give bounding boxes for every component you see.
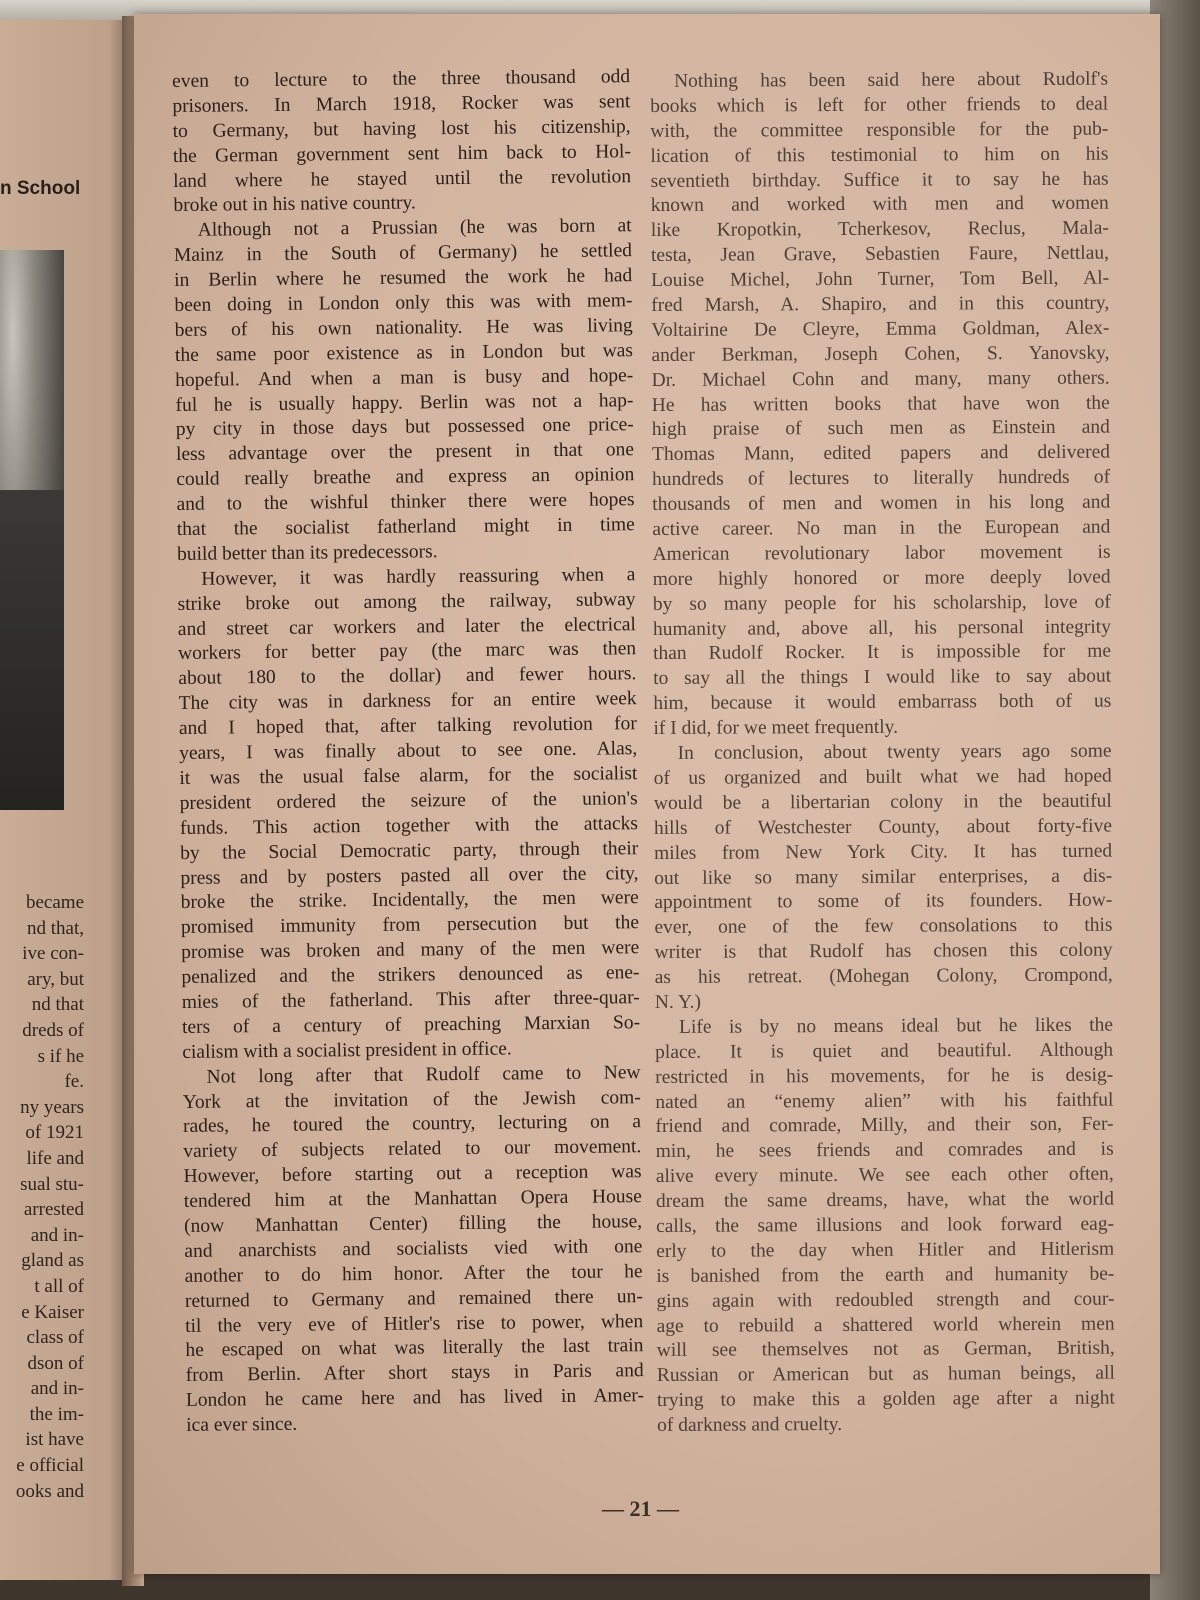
text-line: Thomas Mann, edited papers and delivered (651, 441, 1111, 466)
text-line: cialism with a socialist president in office. (182, 1038, 512, 1063)
text-line: penalized and the strikers denounced as ene- (181, 962, 640, 989)
text-line: age to rebuild a shattered world wherein men (656, 1313, 1115, 1337)
text-line: and to the wishful thinker there were hopes (176, 489, 635, 516)
text-line: of us organized and built what we had hoped (653, 765, 1112, 789)
text-line: ters of a century of preaching Marxian So- (181, 1011, 641, 1038)
photo-shadow (0, 490, 64, 810)
text-line: hundreds of lectures to literally hundreds of (652, 466, 1111, 491)
text-line: if I did, for we meet frequently. (653, 716, 899, 740)
text-line: workers for better pay (the marc was then (178, 638, 637, 665)
text-line: by the Social Democratic party, through their (180, 837, 639, 864)
text-line: testa, Jean Grave, Sebastien Faure, Nettlau, (650, 242, 1110, 267)
text-line: prisoners. In March 1918, Rocker was sent (172, 91, 631, 117)
text-line: thousands of men and women in his long and (652, 491, 1111, 516)
fragment-line: dson of (27, 1352, 84, 1374)
text-line: Louise Michel, John Turner, Tom Bell, Al- (651, 267, 1110, 292)
text-line: dream the same dreams, have, what the world (655, 1188, 1114, 1213)
fragment-line: nd that, (27, 917, 84, 939)
text-line: another to do him honor. After the tour he (184, 1260, 643, 1287)
text-line: broke out in his native country. (173, 192, 416, 217)
text-line: til the very eve of Hitler's rise to power, when (185, 1310, 644, 1337)
text-line: ever, one of the few consolations to this (654, 914, 1113, 939)
text-line: known and worked with men and women (650, 193, 1109, 217)
text-line: place. It is quiet and beautiful. Although (655, 1039, 1114, 1063)
article-column-left (172, 65, 644, 1439)
text-line: been doing in London only this was with mem- (174, 290, 633, 317)
fragment-line: s if he (37, 1045, 84, 1067)
text-line: land where he stayed until the revolution (173, 165, 632, 192)
fragment-line: sual stu- (20, 1173, 84, 1195)
text-line: Russian or American but as human beings, all (656, 1362, 1115, 1387)
text-line: ander Berkman, Joseph Cohen, S. Yanovsky, (651, 342, 1110, 366)
text-line: ful he is usually happy. Berlin was not a hap- (175, 389, 634, 416)
fragment-line: of 1921 (25, 1122, 84, 1144)
text-line: and street car workers and later the electrical (177, 613, 636, 640)
text-line: build better than its predecessors. (176, 541, 438, 565)
text-line: writer is that Rudolf has chosen this colony (654, 939, 1113, 964)
text-line: to say all the things I would like to say about (653, 665, 1112, 690)
fragment-line: ny years (20, 1096, 84, 1118)
text-line: trying to make this a golden age after a night (656, 1387, 1116, 1412)
text-line: nated an “enemy alien” with his faithful (655, 1089, 1114, 1113)
text-line: rades, he toured the country, lecturing on a (182, 1111, 642, 1138)
text-line: promise was broken and many of the men were (181, 937, 640, 964)
text-line: broke the strike. Incidentally, the men were (180, 887, 639, 914)
fragment-line: dreds of (22, 1019, 84, 1041)
text-line: hills of Westchester County, about forty-five (653, 815, 1113, 839)
portrait-photo-fragment (0, 250, 64, 810)
text-line: variety of subjects related to our movement. (183, 1136, 642, 1163)
fragment-line: and in- (30, 1224, 84, 1246)
text-line: with, the committee responsible for the pub- (650, 118, 1109, 142)
text-line: from Berlin. After short stays in Paris and (185, 1360, 644, 1387)
text-line: York at the invitation of the Jewish com- (182, 1086, 641, 1113)
text-line: he escaped on what was literally the last train (185, 1335, 644, 1362)
text-line: in Berlin where he resumed the work he had (174, 265, 633, 292)
text-line: even to lecture to the three thousand odd (172, 66, 631, 92)
fragment-line: ary, but (27, 968, 84, 990)
text-line: seventieth birthday. Suffice it to say he has (650, 168, 1109, 192)
text-line: min, he sees friends and comrades and is (655, 1138, 1114, 1163)
text-line: (now Manhattan Center) filling the house, (184, 1211, 643, 1237)
text-line: Voltairine De Cleyre, Emma Goldman, Alex- (651, 317, 1110, 341)
text-line: strike broke out among the railway, subway (177, 588, 636, 615)
fragment-line: ive con- (22, 943, 84, 965)
text-line: of darkness and cruelty. (657, 1414, 843, 1437)
text-line: less advantage over the present in that one (175, 439, 635, 466)
fragment-line: and in- (30, 1378, 84, 1400)
fragment-line: e Kaiser (21, 1301, 84, 1323)
fragment-line: t all of (34, 1275, 84, 1297)
text-line: and I hoped that, after talking revolution for (178, 713, 637, 740)
text-line: as his retreat. (Mohegan Colony, Crompond, (654, 964, 1113, 989)
text-line: is banished from the earth and humanity be- (656, 1263, 1115, 1287)
text-line: gins again with redoubled strength and cour- (656, 1288, 1115, 1312)
text-line: returned to Germany and remained there un- (184, 1285, 643, 1312)
fragment-line: class of (26, 1327, 84, 1349)
text-line: humanity and, above all, his personal integrity (652, 616, 1111, 640)
text-line: friend and comrade, Milly, and their son, Fer- (655, 1113, 1114, 1138)
text-line: Not long after that Rudolf came to New (206, 1061, 641, 1088)
fragment-line: e official (16, 1455, 84, 1477)
text-line: However, it was hardly reassuring when a (201, 563, 636, 590)
text-line: Mainz in the South of Germany) he settled (173, 240, 633, 267)
left-page-heading-fragment: n School (0, 178, 81, 199)
fragment-line: ooks and (15, 1480, 84, 1502)
text-line: press and by posters pasted all over the city, (180, 862, 639, 889)
fragment-line: ist have (25, 1429, 84, 1451)
text-line: him, because it would embarrass both of us (653, 690, 1112, 715)
fragment-line: the im- (29, 1403, 84, 1425)
page-number: — 21 — (602, 1496, 679, 1521)
text-line: promised immunity from persecution but the (180, 912, 640, 939)
text-line: out like so many similar enterprises, a dis- (654, 865, 1113, 889)
text-line: than Rudolf Rocker. It is impossible for me (653, 641, 1112, 665)
fragment-line: nd that (31, 994, 84, 1016)
text-line: years, I was finally about to see one. Alas, (179, 738, 638, 765)
text-line: and anarchists and socialists vied with one (184, 1235, 643, 1262)
text-line: by so many people for his scholarship, love of (652, 591, 1111, 615)
text-line: appointment to some of its founders. How- (654, 889, 1113, 914)
text-line: lication of this testimonial to him on his (650, 143, 1109, 167)
fragment-line: became (25, 892, 84, 913)
text-line: tendered him at the Manhattan Opera House (183, 1186, 642, 1213)
text-line: president ordered the seizure of the union's (179, 787, 638, 814)
text-line: it was the usual false alarm, for the socialist (179, 763, 638, 789)
text-line: bers of his own nationality. He was living (174, 315, 633, 341)
text-line: funds. This action together with the attacks (179, 812, 639, 839)
text-line: to Germany, but having lost his citizenship, (172, 115, 631, 142)
text-line: London he came here and has lived in Amer- (185, 1385, 645, 1412)
text-line: Although not a Prussian (he was born at (197, 215, 632, 242)
text-line: will see themselves not as German, British, (656, 1338, 1115, 1362)
text-line: ica ever since. (186, 1413, 298, 1437)
text-line: American revolutionary labor movement is (652, 541, 1111, 565)
text-line: the same poor existence as in London but was (174, 339, 634, 366)
fragment-line: arrested (23, 1199, 84, 1221)
text-line: miles from New York City. It has turned (654, 840, 1113, 864)
text-line: N. Y.) (654, 991, 701, 1013)
text-line: Life is by no means ideal but he likes the (678, 1014, 1114, 1038)
fragment-line: fe. (64, 1071, 84, 1093)
text-line: He has written books that have won the (651, 392, 1110, 416)
fragment-line: life and (26, 1147, 84, 1169)
text-line: like Kropotkin, Tcherkesov, Reclus, Mala- (650, 217, 1109, 242)
text-line: fred Marsh, A. Shapiro, and in this country, (651, 292, 1110, 317)
text-line: py city in those days but possessed one price- (175, 414, 634, 441)
text-line: Dr. Michael Cohn and many, many others. (651, 367, 1110, 391)
left-page-fragment (0, 20, 128, 1580)
text-line: However, before starting out a reception was (183, 1161, 642, 1188)
fragment-line: gland as (21, 1250, 84, 1272)
text-line: about 180 to the dollar) and fewer hours. (178, 663, 637, 690)
text-line: restricted in his movements, for he is desig- (655, 1064, 1114, 1088)
text-line: the German government sent him back to Hol- (172, 140, 631, 167)
text-line: active career. No man in the European and (652, 516, 1111, 541)
text-line: erly to the day when Hitler and Hitlerism (656, 1238, 1115, 1262)
text-line: that the socialist fatherland might in time (176, 514, 635, 541)
text-line: The city was in darkness for an entire week (178, 688, 637, 715)
text-line: Nothing has been said here about Rudolf's (674, 68, 1109, 92)
left-page-text-fragment (16, 890, 84, 1504)
magazine-page (134, 14, 1160, 1574)
text-line: more highly honored or more deeply loved (652, 566, 1111, 590)
text-line: books which is left for other friends to deal (650, 93, 1109, 117)
text-line: alive every minute. We see each other often, (655, 1163, 1114, 1188)
text-line: In conclusion, about twenty years ago some (677, 740, 1112, 764)
text-line: hopeful. And when a man is busy and hope- (175, 364, 634, 391)
text-line: calls, the same illusions and look forward eag- (656, 1213, 1115, 1237)
text-line: could really breathe and express an opinion (176, 464, 635, 491)
text-line: high praise of such men as Einstein and (651, 417, 1110, 441)
text-line: mies of the fatherland. This after three-quar- (181, 987, 640, 1013)
text-line: would be a libertarian colony in the beautiful (653, 790, 1112, 814)
article-column-right (650, 68, 1115, 1439)
